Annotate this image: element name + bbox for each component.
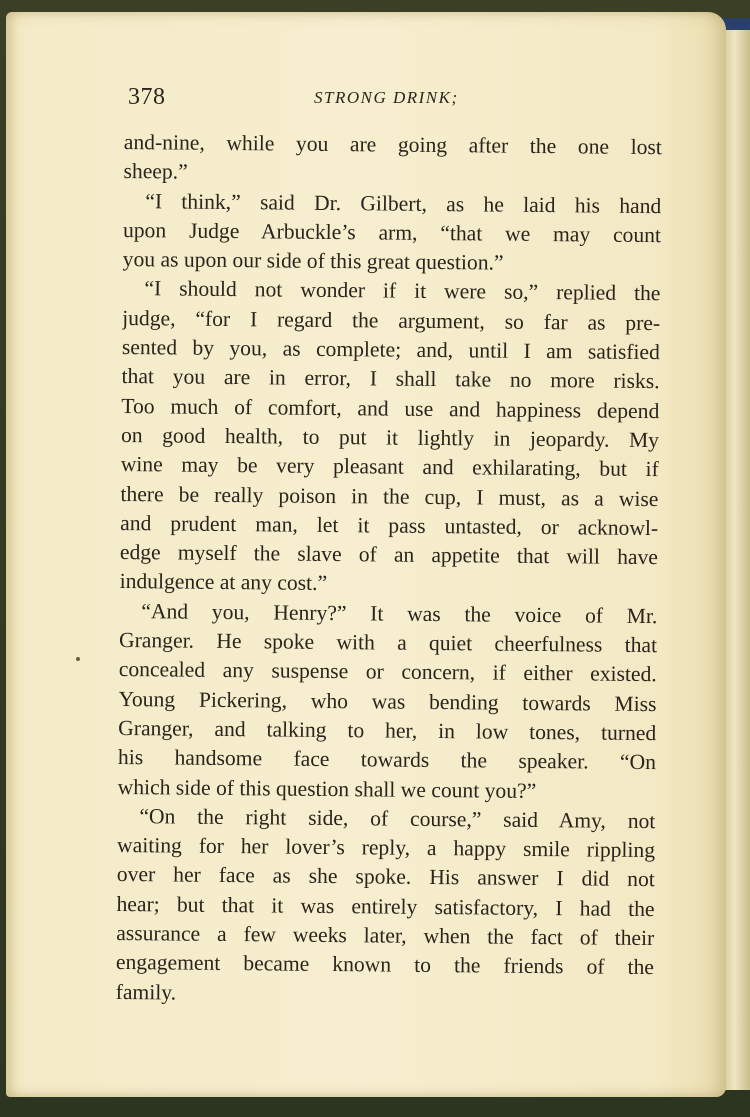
text-line: which side of this question shall we count you?” (117, 774, 537, 803)
running-head: STRONG DRINK; (314, 88, 459, 107)
body-text (116, 128, 662, 1012)
text-line: “On the right side, of course,” said Amy, not (139, 804, 656, 833)
text-line: there be really poison in the cup, I must, as a wise (120, 481, 659, 511)
text-line: upon Judge Arbuckle’s arm, “that we may count (122, 217, 662, 248)
text-line: and prudent man, let it pass untasted, or acknowl- (120, 510, 659, 541)
text-line: wine may be very pleasant and exhilarating, but if (120, 452, 659, 482)
text-line: waiting for her lover’s reply, a happy smile rippling (117, 833, 656, 863)
text-line: assurance a few weeks later, when the fact of their (116, 920, 655, 951)
page-number: 378 (128, 84, 166, 110)
text-line: Granger. He spoke with a quiet cheerfulness that (118, 628, 658, 658)
text-line: Granger, and talking to her, in low tones, turned (118, 715, 657, 746)
text-line: sheep.” (123, 159, 188, 184)
text-line: family. (115, 979, 177, 1005)
text-line: hear; but that it was entirely satisfactory, I had the (116, 891, 655, 921)
text-line: judge, “for I regard the argument, so far as pre- (122, 305, 661, 335)
text-line: concealed any suspense or concern, if either existed. (118, 657, 657, 687)
text-line: indulgence at any cost.” (119, 569, 328, 596)
text-line: “I should not wonder if it were so,” replied the (144, 276, 661, 306)
page-header (128, 84, 668, 114)
text-line: over her face as she spoke. His answer I did not (116, 862, 655, 892)
text-line: edge myself the slave of an appetite that will have (119, 540, 659, 570)
text-line: Young Pickering, who was bending towards Miss (118, 686, 657, 716)
text-line: engagement became known to the friends of the (115, 950, 655, 980)
text-line: and-nine, while you are going after the one lost (123, 129, 662, 160)
page-edges (724, 30, 750, 1090)
text-line: Too much of comfort, and use and happiness depend (121, 393, 660, 423)
text-line: on good health, to put it lightly in jeopardy. My (120, 422, 660, 453)
text-line: sented by you, as complete; and, until I am satisfied (121, 335, 660, 365)
text-line: his handsome face towards the speaker. “On (117, 745, 657, 775)
text-line: “I think,” said Dr. Gilbert, as he laid his hand (145, 188, 662, 218)
text-line: you as upon our side of this great question.” (122, 247, 504, 275)
paper-speck (76, 657, 80, 661)
text-line: “And you, Henry?” It was the voice of Mr. (141, 598, 658, 628)
text-line: that you are in error, I shall take no more risks. (121, 364, 660, 394)
